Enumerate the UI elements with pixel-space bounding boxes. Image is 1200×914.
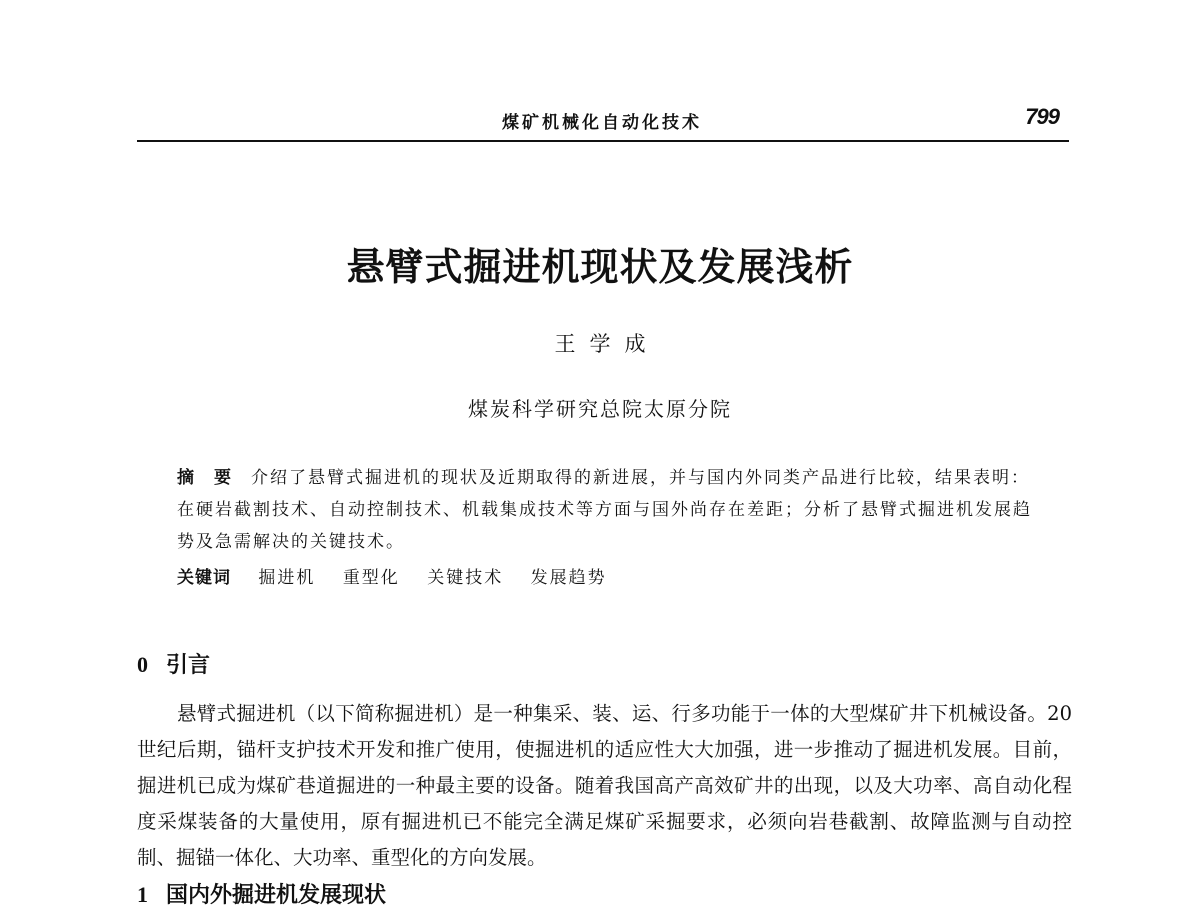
- running-head: [137, 104, 1067, 134]
- abstract-text: 介绍了悬臂式掘进机的现状及近期取得的新进展，并与国内外同类产品进行比较，结果表明：在硬岩截割技术、自动控制技术、机载集成技术等方面与国外尚存在差距；分析了悬臂式掘进机发展趋势及急需解决的关键技术。: [177, 468, 1032, 552]
- introduction-paragraph: 悬臂式掘进机（以下简称掘进机）是一种集采、装、运、行多功能于一体的大型煤矿井下机械设备。20世纪后期，锚杆支护技术开发和推广使用，使掘进机的适应性大大加强，进一步推动了掘进机发展。目前，掘进机已成为煤矿巷道掘进的一种最主要的设备。随着我国高产高效矿井的出现，以及大功率、高自动化程度采煤装备的大量使用，原有掘进机已不能完全满足煤矿采掘要求，必须向岩巷截割、故障监测与自动控制、掘锚一体化、大功率、重型化的方向发展。: [137, 702, 1072, 869]
- author-affiliation: 煤炭科学研究总院太原分院: [468, 397, 732, 421]
- keyword: 发展趋势: [530, 568, 607, 588]
- paper-title: 悬臂式掘进机现状及发展浅析: [346, 245, 854, 289]
- keyword: 重型化: [342, 568, 400, 588]
- abstract: [177, 462, 1037, 558]
- page-number: 799: [1025, 104, 1059, 129]
- keywords: [177, 564, 1037, 592]
- section-heading-introduction: [137, 648, 210, 679]
- section-number: 0: [137, 652, 148, 677]
- author-name: 王学成: [554, 332, 660, 356]
- abstract-label: 摘要: [177, 468, 251, 488]
- section-number: 1: [137, 882, 148, 907]
- keyword: 关键技术: [427, 568, 504, 588]
- section-title: 引言: [166, 653, 211, 678]
- keywords-label: 关键词: [177, 568, 231, 588]
- keyword: 掘进机: [258, 568, 316, 588]
- header-rule: [137, 140, 1069, 142]
- journal-name: 煤矿机械化自动化技术: [502, 113, 702, 133]
- section-heading-status: [137, 878, 386, 909]
- section-title: 国内外掘进机发展现状: [166, 883, 387, 908]
